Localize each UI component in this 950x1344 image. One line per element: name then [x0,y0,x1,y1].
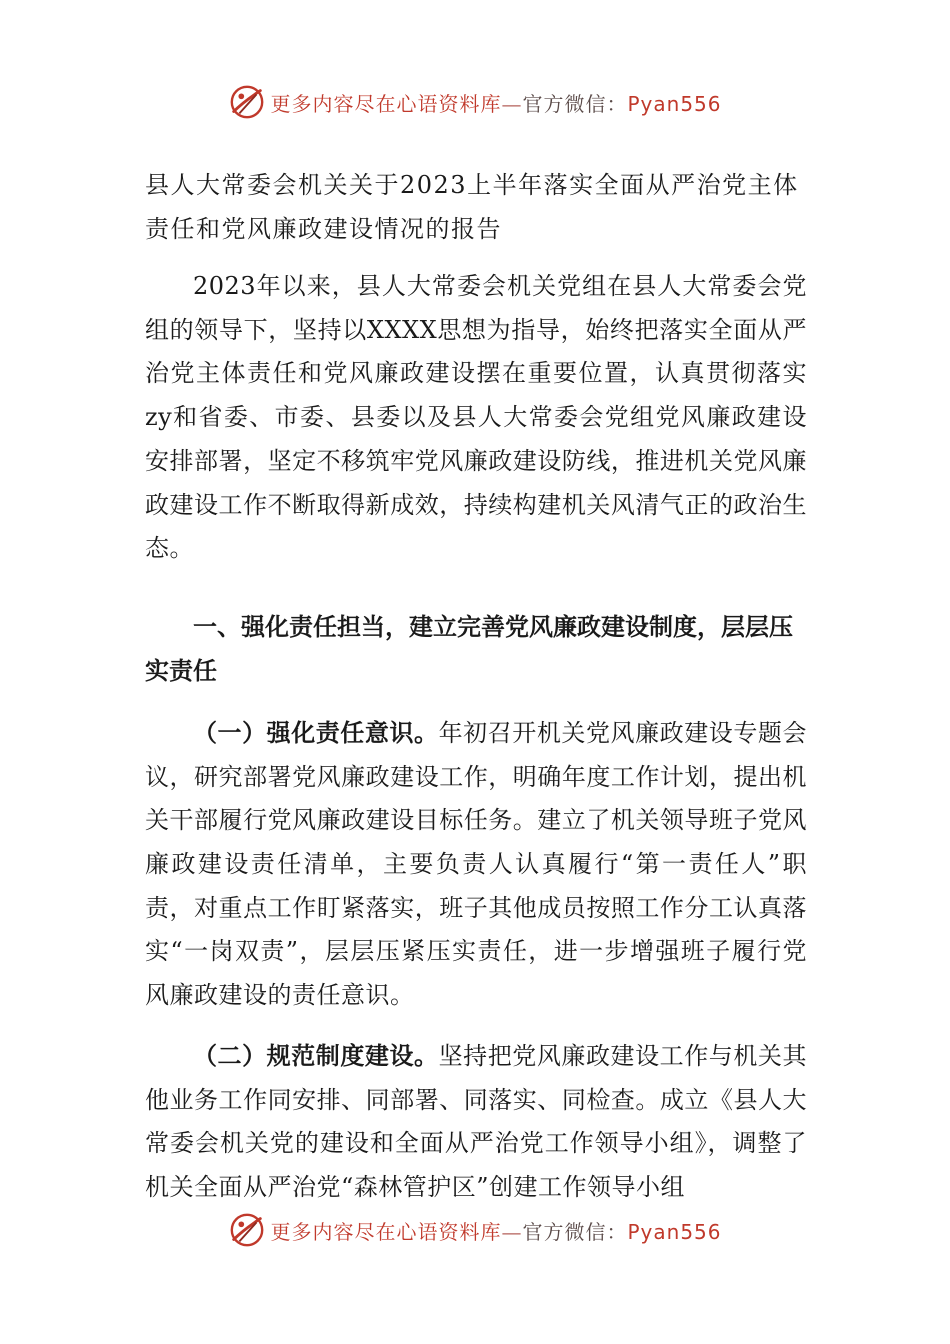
banner-wechat-id: Pyan556 [627,1219,722,1244]
paragraph-2-lead: （二）规范制度建设。 [193,1040,439,1070]
paragraph-2-body: 坚持把党风廉政建设工作与机关其他业务工作同安排、同部署、同落实、同检查。成立《县人大常委会机关党的建设和全面从严治党工作领导小组》，调整了机关全面从严治党“森林管护区”创建工作领导小组 [145,1041,807,1201]
section-heading-1: 一、强化责任担当，建立完善党风廉政建设制度，层层压实责任 [145,611,793,685]
header-watermark-banner [0,82,950,122]
footer-watermark-banner [0,1210,950,1250]
document-body [145,163,807,1210]
banner-wechat-id: Pyan556 [627,91,722,116]
pen-logo-icon [228,1211,266,1249]
banner-prefix: 更多内容尽在心语资料库 [270,1219,502,1244]
banner-separator: — [501,91,523,116]
intro-paragraph: 2023年以来，县人大常委会机关党组在县人大常委会党组的领导下，坚持以XXXX思想为指导，始终把落实全面从严治党主体责任和党风廉政建设摆在重要位置，认真贯彻落实zy和省委、市委、县委以及县人大常委会党组党风廉政建设安排部署，坚定不移筑牢党风廉政建设防线，推进机关党风廉政建设工作不断取得新成效，持续构建机关风清气正的政治生态。 [145,272,807,563]
paragraph-1-body: 年初召开机关党风廉政建设专题会议，研究部署党风廉政建设工作，明确年度工作计划，提出机关干部履行党风廉政建设目标任务。建立了机关领导班子党风廉政建设责任清单，主要负责人认真履行“第一责任人”职责，对重点工作盯紧落实，班子其他成员按照工作分工认真落实“一岗双责”，层层压紧压实责任，进一步增强班子履行党风廉政建设的责任意识。 [145,718,807,1010]
banner-wechat-label: 官方微信： [522,91,628,116]
document-title: 县人大常委会机关关于2023上半年落实全面从严治党主体责任和党风廉政建设情况的报告 [145,171,799,243]
pen-logo-icon [228,83,266,121]
banner-separator: — [501,1219,523,1244]
banner-wechat-label: 官方微信： [522,1219,628,1244]
paragraph-1 [145,711,807,1018]
paragraph-1-lead: （一）强化责任意识。 [193,717,439,747]
banner-prefix: 更多内容尽在心语资料库 [270,91,502,116]
paragraph-2 [145,1034,807,1210]
